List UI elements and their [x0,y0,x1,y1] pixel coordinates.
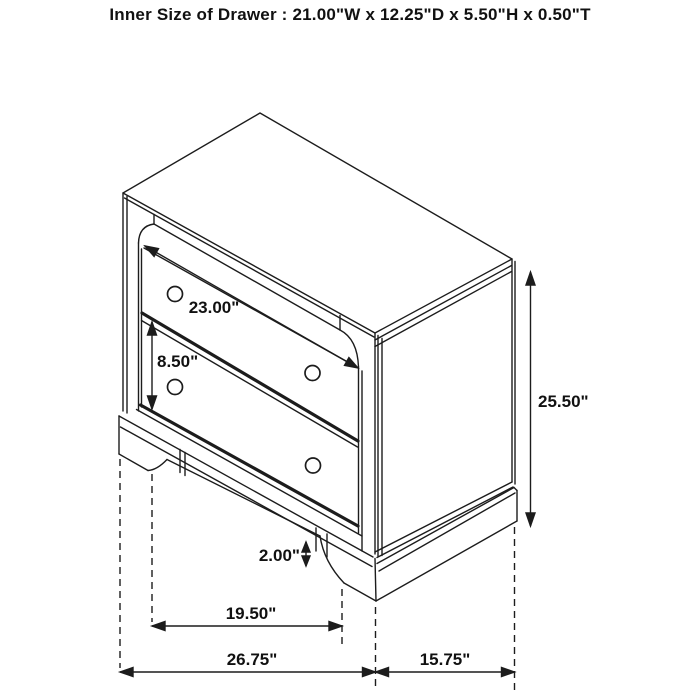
dim-label-drawer-front-width: 23.00" [188,298,240,317]
top-face [123,113,512,347]
base-plinth-side [376,488,517,602]
base-plinth-front [119,416,376,601]
right-side-panel [375,259,515,558]
dim-label-overall-height: 25.50" [538,392,589,411]
drawer-knob[interactable] [305,366,320,381]
drawer-knob[interactable] [168,380,183,395]
dim-label-base-cutout-width: 19.50" [225,604,277,623]
drawer-knob[interactable] [168,287,183,302]
dim-label-overall-width: 26.75" [226,650,278,669]
dim-label-drawer-front-height: 8.50" [157,352,199,371]
drawer-top[interactable] [142,248,359,441]
dim-label-overall-depth: 15.75" [419,650,471,669]
diagram-title: Inner Size of Drawer : 21.00"W x 12.25"D x 5.50"H x 0.50"T [109,5,591,24]
dimension-base-cutout-height [302,542,310,566]
dimension-overall-height [526,272,535,526]
dim-label-base-cutout-height: 2.00" [258,546,300,565]
dimension-drawer-front-height [148,322,157,409]
drawer-knob[interactable] [306,458,321,473]
